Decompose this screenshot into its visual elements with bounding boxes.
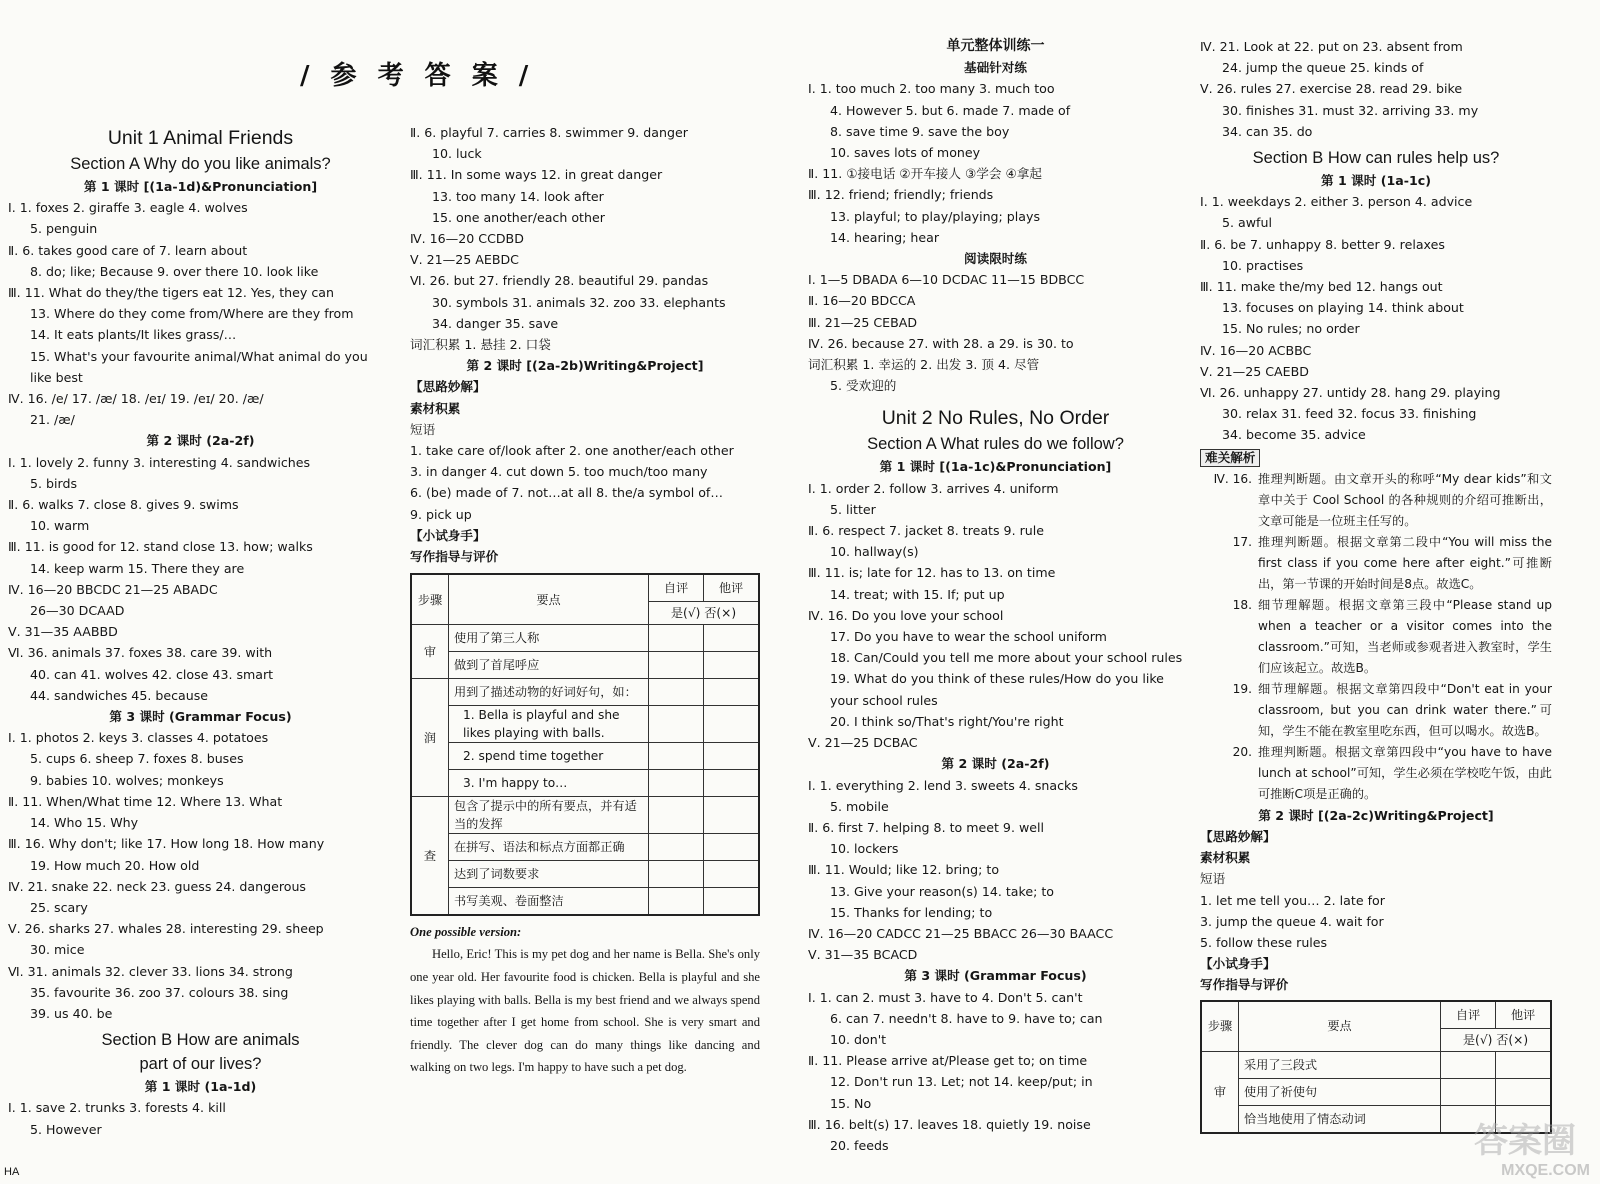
answer-line: Ⅴ. 21—25 DCBAC xyxy=(808,735,918,751)
header-step: 步骤 xyxy=(1201,1001,1239,1052)
column-3 xyxy=(808,36,1183,1156)
answer-line: 10. saves lots of money xyxy=(830,145,981,161)
peer-eval-cell xyxy=(704,679,760,706)
answer-line: 44. sandwiches 45. because xyxy=(30,687,209,703)
phrase-line: 6. (be) made of 7. not…at all 8. the/a symbol of… xyxy=(410,485,723,501)
analysis-text: 推理判断题。根据文章第四段中“you have to have lunch at school”可知，学生必须在学校吃午饭，由此可推断C项是正确的。 xyxy=(1258,744,1552,801)
peer-eval-cell xyxy=(704,797,760,834)
answer-line: Ⅰ. 1. order 2. follow 3. arrives 4. uniform xyxy=(808,480,1059,496)
peer-eval-cell xyxy=(704,834,760,861)
table-row xyxy=(411,834,759,861)
answer-line: 13. too many 14. look after xyxy=(432,188,604,204)
answer-line: 14. hearing; hear xyxy=(830,229,940,245)
self-eval-cell xyxy=(649,706,704,743)
column-2 xyxy=(410,122,760,1079)
section-b-lesson-1-title: 第 1 课时 (1a-1d) xyxy=(144,1079,257,1095)
answer-line: 4. However 5. but 6. made 7. made of xyxy=(830,102,1071,118)
self-eval-cell xyxy=(649,770,704,797)
unit-2-lesson-1-title: 第 1 课时 [(1a-1c)&Pronunciation] xyxy=(879,459,1112,475)
lesson-2-title: 第 2 课时 [(2a-2b)Writing&Project] xyxy=(466,358,704,374)
analysis-tag-wrap xyxy=(1200,448,1552,469)
analysis-item xyxy=(1200,532,1552,595)
answer-line: Ⅰ. 1. everything 2. lend 3. sweets 4. snacks xyxy=(808,777,1078,793)
answer-line: Ⅳ. 16—20 CCDBD xyxy=(410,231,524,247)
phrase-line: 3. jump the queue 4. wait for xyxy=(1200,913,1384,929)
answer-line: 14. treat; with 15. If; put up xyxy=(830,586,1005,602)
try-heading: 【小试身手】 xyxy=(410,527,486,543)
header-points: 要点 xyxy=(1239,1001,1441,1052)
watermark-url: MXQE.COM xyxy=(1501,1162,1590,1179)
unit-2-section-a-title: Section A What rules do we follow? xyxy=(867,435,1124,454)
answer-line: Ⅱ. 6. be 7. unhappy 8. better 9. relaxes xyxy=(1200,236,1445,252)
column-1 xyxy=(8,124,393,1140)
peer-eval-cell xyxy=(704,861,760,888)
phrase-list xyxy=(1200,890,1552,954)
peer-eval-cell xyxy=(704,625,760,652)
answer-line: Ⅲ. 11. is; late for 12. has to 13. on time xyxy=(808,565,1056,581)
answer-line: Ⅰ. 1. save 2. trunks 3. forests 4. kill xyxy=(8,1100,226,1116)
peer-eval-cell xyxy=(704,743,760,770)
answer-line: 39. us 40. be xyxy=(30,1005,113,1021)
phrase-list xyxy=(410,440,760,525)
point-cell: 在拼写、语法和标点方面都正确 xyxy=(449,834,649,861)
section-b-title-line2: part of our lives? xyxy=(139,1055,262,1074)
answer-line: 10. warm xyxy=(30,518,90,534)
self-eval-cell xyxy=(1441,1051,1496,1078)
step-cell: 润 xyxy=(411,679,449,797)
step-cell: 审 xyxy=(411,625,449,679)
answer-line: Ⅱ. 11. When/What time 12. Where 13. What xyxy=(8,793,283,809)
unit-1-title: Unit 1 Animal Friends xyxy=(107,127,294,149)
analysis-tag: 难关解析 xyxy=(1200,449,1260,467)
table-row xyxy=(1201,1078,1551,1105)
answer-line: Ⅲ. 16. belt(s) 17. leaves 18. quietly 19. noise xyxy=(808,1116,1091,1132)
reading-practice-answers xyxy=(808,269,1183,396)
answer-line: 12. Don't run 13. Let; not 14. keep/put; in xyxy=(830,1074,1093,1090)
table-row xyxy=(411,706,759,743)
section-b-lesson-1-title: 第 1 课时 (1a-1c) xyxy=(1321,173,1431,189)
page-number: HA xyxy=(4,1166,20,1178)
answer-key-banner: / 参 考 答 案 / xyxy=(300,61,535,91)
point-cell: 使用了第三人称 xyxy=(449,625,649,652)
answer-line: Ⅱ. 16—20 BDCCA xyxy=(808,293,916,309)
answer-line: Ⅳ. 16—20 ACBBC xyxy=(1200,342,1312,358)
point-cell: 采用了三段式 xyxy=(1239,1051,1441,1078)
lesson-2-title: 第 2 课时 [(2a-2c)Writing&Project] xyxy=(1258,807,1494,823)
header-points: 要点 xyxy=(449,574,649,625)
answer-line: 9. babies 10. wolves; monkeys xyxy=(30,772,224,788)
answer-line: 19. How much 20. How old xyxy=(30,857,200,873)
table-row xyxy=(1201,1051,1551,1078)
answer-line: 30. relax 31. feed 32. focus 33. finishing xyxy=(1222,406,1477,422)
analysis-number: 20. xyxy=(1232,744,1252,759)
watermark-logo: 答案圈 xyxy=(1474,1122,1576,1160)
table-row xyxy=(411,652,759,679)
answer-line: 34. danger 35. save xyxy=(432,315,559,331)
answer-line: Ⅰ. 1. lovely 2. funny 3. interesting 4. sandwiches xyxy=(8,454,311,470)
answer-line: Ⅰ. 1—5 DBADA 6—10 DCDAC 11—15 BDBCC xyxy=(808,272,1085,288)
answer-line: Ⅵ. 26. but 27. friendly 28. beautiful 29. pandas xyxy=(410,273,709,289)
basic-practice-answers xyxy=(808,78,1183,248)
answer-line: Ⅱ. 6. respect 7. jacket 8. treats 9. rule xyxy=(808,523,1044,539)
point-cell: 使用了祈使句 xyxy=(1239,1078,1441,1105)
answer-line: 34. can 35. do xyxy=(1222,123,1313,139)
lesson-3-answers xyxy=(8,727,393,1024)
answer-line: 5. However xyxy=(30,1121,102,1137)
answer-line: 10. luck xyxy=(432,146,482,162)
lesson-1-title: 第 1 课时 [(1a-1d)&Pronunciation] xyxy=(83,179,318,194)
answer-line: Ⅲ. 11. In some ways 12. in great danger xyxy=(410,167,663,183)
try-heading: 【小试身手】 xyxy=(1200,956,1276,972)
answer-line: Ⅴ. 26. sharks 27. whales 28. interesting 29. sheep xyxy=(8,921,324,937)
evaluation-table-wrap xyxy=(410,573,760,916)
answer-line: 24. jump the queue 25. kinds of xyxy=(1222,60,1424,76)
section-b-lesson-1-answers xyxy=(8,1097,393,1139)
answer-line: Ⅰ. 1. too much 2. too many 3. much too xyxy=(808,81,1055,97)
answer-line: 40. can 41. wolves 42. close 43. smart xyxy=(30,666,274,682)
guide-heading: 写作指导与评价 xyxy=(410,549,499,565)
answer-line: Ⅴ. 31—35 BCACD xyxy=(808,947,918,963)
point-cell: 做到了首尾呼应 xyxy=(449,652,649,679)
point-cell: 1. Bella is playful and she likes playing with balls. xyxy=(449,706,649,743)
answer-line: 5. awful xyxy=(1222,215,1272,231)
possible-version-label: One possible version: xyxy=(410,925,522,940)
peer-eval-cell xyxy=(704,706,760,743)
answer-line: Ⅱ. 11. Please arrive at/Please get to; on time xyxy=(808,1053,1088,1069)
lesson-2-title: 第 2 课时 (2a-2f) xyxy=(146,433,255,449)
answer-line: Ⅳ. 26. because 27. with 28. a 29. is 30. to xyxy=(808,335,1074,351)
answer-line: Ⅴ. 21—25 CAEBD xyxy=(1200,363,1309,379)
table-row xyxy=(411,679,759,706)
answer-line: Ⅰ. 1. can 2. must 3. have to 4. Don't 5. can't xyxy=(808,989,1083,1005)
analysis-item xyxy=(1200,679,1552,742)
guide-heading: 写作指导与评价 xyxy=(1200,977,1289,993)
analysis-item xyxy=(1200,469,1552,532)
phrases-heading: 短语 xyxy=(410,421,436,437)
phrase-line: 3. in danger 4. cut down 5. too much/too many xyxy=(410,464,708,480)
answer-line: 10. lockers xyxy=(830,841,899,857)
answer-line: 20. feeds xyxy=(830,1137,889,1153)
peer-eval-cell xyxy=(1496,1078,1552,1105)
column-4 xyxy=(1200,36,1552,1134)
answer-line: 10. practises xyxy=(1222,257,1304,273)
answer-line: 13. Where do they come from/Where are they from xyxy=(30,306,354,322)
answer-line: 30. symbols 31. animals 32. zoo 33. elephants xyxy=(432,294,726,310)
answer-line: 6. can 7. needn't 8. have to 9. have to; can xyxy=(830,1010,1103,1026)
header-yes-no: 是(√) 否(×) xyxy=(1441,1028,1552,1051)
self-eval-cell xyxy=(649,861,704,888)
peer-eval-cell xyxy=(704,770,760,797)
point-cell: 达到了词数要求 xyxy=(449,861,649,888)
unit-test-title: 单元整体训练一 xyxy=(946,38,1045,54)
reading-practice-title: 阅读限时练 xyxy=(964,251,1027,267)
answer-line: 5. birds xyxy=(30,475,78,491)
point-cell: 2. spend time together xyxy=(449,743,649,770)
answer-line: 14. It eats plants/It likes grass/… xyxy=(30,327,237,343)
basic-practice-title: 基础针对练 xyxy=(964,60,1027,76)
answer-line: 13. focuses on playing 14. think about xyxy=(1222,300,1464,316)
header-peer: 他评 xyxy=(704,574,760,602)
answer-line: Ⅲ. 11. is good for 12. stand close 13. how; walks xyxy=(8,539,313,555)
answer-line: Ⅵ. 36. animals 37. foxes 38. care 39. with xyxy=(8,645,273,661)
tip-heading: 【思路妙解】 xyxy=(410,379,486,395)
analysis-number: 18. xyxy=(1232,597,1252,612)
header-self: 自评 xyxy=(649,574,704,602)
answer-line: Ⅳ. 16—20 BBCDC 21—25 ABADC xyxy=(8,581,218,597)
answer-line: Ⅳ. 16—20 CADCC 21—25 BBACC 26—30 BAACC xyxy=(808,925,1114,941)
answer-line: like best xyxy=(30,369,83,385)
answer-line: Ⅱ. 11. ①接电话 ②开车接人 ③学会 ④拿起 xyxy=(808,166,1042,182)
answer-line: 26—30 DCAAD xyxy=(30,603,125,619)
answer-line: Ⅳ. 21. snake 22. neck 23. guess 24. dangerous xyxy=(8,878,306,894)
answer-line: Ⅳ. 21. Look at 22. put on 23. absent from xyxy=(1200,39,1463,54)
table-row xyxy=(411,888,759,916)
answer-line: Ⅲ. 21—25 CEBAD xyxy=(808,314,918,330)
material-heading: 素材积累 xyxy=(1200,850,1251,866)
point-cell: 恰当地使用了情态动词 xyxy=(1239,1105,1441,1133)
section-b-lesson-1-answers xyxy=(1200,191,1552,445)
table-row xyxy=(411,861,759,888)
answer-line: Ⅰ. 1. weekdays 2. either 3. person 4. advice xyxy=(1200,194,1473,210)
self-eval-cell xyxy=(1441,1078,1496,1105)
analysis-number: 17. xyxy=(1232,534,1252,549)
answer-line: 20. I think so/That's right/You're right xyxy=(830,713,1064,729)
self-eval-cell xyxy=(649,652,704,679)
answer-line: 19. What do you think of these rules/How do you like xyxy=(830,671,1164,687)
step-cell: 审 xyxy=(1201,1051,1239,1133)
answer-line: 5. 受欢迎的 xyxy=(830,378,897,394)
answer-line: Ⅰ. 1. foxes 2. giraffe 3. eagle 4. wolves xyxy=(8,200,248,216)
table-row xyxy=(411,797,759,834)
sample-essay: Hello, Eric! This is my pet dog and her name is Bella. She's only one year old. Her favourite food is chicken. Bella is playful and she likes playing with balls. Bella is my best friend and we always spend time together after I get home from school. She is very smart and friendly. The clever dog can do many things like dancing and walking on two legs. I'm happy to have such a pet dog. xyxy=(410,947,760,1075)
answer-line: 17. Do you have to wear the school uniform xyxy=(830,629,1107,645)
analysis-text: 细节理解题。根据文章第三段中“Please stand up when a teacher or a visitor comes into the classroom.”可知，当老师或参观者进入教室时，学生们应该起立。故选B。 xyxy=(1258,597,1552,675)
unit-2-lesson-3-answers xyxy=(808,987,1183,1157)
answer-line: Ⅴ. 21—25 AEBDC xyxy=(410,252,519,268)
answer-line: Ⅱ. 6. walks 7. close 8. gives 9. swims xyxy=(8,497,239,513)
answer-line: Ⅴ. 31—35 AABBD xyxy=(8,624,118,640)
answer-line: 10. don't xyxy=(830,1031,887,1047)
phrase-line: 1. let me tell you… 2. late for xyxy=(1200,892,1385,908)
self-eval-cell xyxy=(649,888,704,916)
phrases-heading: 短语 xyxy=(1200,871,1226,887)
answer-line: Ⅲ. 11. What do they/the tigers eat 12. Yes, they can xyxy=(8,285,334,301)
analysis-text: 推理判断题。根据文章第二段中“You will miss the first class if you come here after eight.”可推断出，第一节课的开始时间是8点。故选C。 xyxy=(1258,534,1552,591)
answer-line: 30. mice xyxy=(30,942,85,958)
answer-line: 15. No xyxy=(830,1095,872,1111)
answer-line: 14. keep warm 15. There they are xyxy=(30,560,245,576)
analysis-number: 19. xyxy=(1232,681,1252,696)
unit-2-lesson-2-title: 第 2 课时 (2a-2f) xyxy=(941,756,1050,772)
answer-line: Ⅱ. 6. first 7. helping 8. to meet 9. well xyxy=(808,819,1044,835)
answer-line: 25. scary xyxy=(30,899,88,915)
answer-line: 15. one another/each other xyxy=(432,209,605,225)
table-row xyxy=(411,770,759,797)
answer-line: Ⅵ. 31. animals 32. clever 33. lions 34. strong xyxy=(8,963,293,979)
point-cell: 3. I'm happy to… xyxy=(449,770,649,797)
lesson-3-continued-answers xyxy=(1200,36,1552,142)
analysis-list xyxy=(1200,469,1552,805)
phrase-line: 5. follow these rules xyxy=(1200,935,1328,951)
header-peer: 他评 xyxy=(1496,1001,1552,1029)
evaluation-table xyxy=(410,573,760,916)
answer-line: 词汇积累 1. 幸运的 2. 出发 3. 顶 4. 尽管 xyxy=(808,357,1040,373)
answer-line: Ⅳ. 16. Do you love your school xyxy=(808,607,1004,623)
answer-line: 15. What's your favourite animal/What animal do you xyxy=(30,348,368,364)
lesson-2-answers xyxy=(8,452,393,706)
answer-line: 词汇积累 1. 悬挂 2. 口袋 xyxy=(410,337,551,353)
analysis-text: 细节理解题。根据文章第四段中“Don't eat in your classroom, but you can drink water there.”可知，学生不能在教室里吃东西，但可以喝水。故选B。 xyxy=(1258,681,1552,738)
analysis-number: Ⅳ. 16. xyxy=(1213,471,1252,486)
self-eval-cell xyxy=(649,834,704,861)
tip-heading: 【思路妙解】 xyxy=(1200,829,1276,845)
answer-line: 18. Can/Could you tell me more about your school rules xyxy=(830,650,1183,666)
step-cell: 查 xyxy=(411,797,449,916)
self-eval-cell xyxy=(649,743,704,770)
answer-line: 15. Thanks for lending; to xyxy=(830,904,993,920)
answer-line: 34. become 35. advice xyxy=(1222,427,1366,443)
peer-eval-cell xyxy=(704,652,760,679)
section-a-title: Section A Why do you like animals? xyxy=(70,155,331,173)
answer-line: 5. litter xyxy=(830,501,876,517)
answer-line: 21. /æ/ xyxy=(30,412,75,428)
answer-line: 30. finishes 31. must 32. arriving 33. my xyxy=(1222,102,1479,118)
lesson-1-continued-answers xyxy=(410,122,760,355)
point-cell: 包含了提示中的所有要点，并有适当的发挥 xyxy=(449,797,649,834)
point-cell: 书写美观、卷面整洁 xyxy=(449,888,649,916)
unit-2-lesson-1-answers xyxy=(808,478,1183,754)
answer-line: 10. hallway(s) xyxy=(830,544,919,560)
unit-2-lesson-3-title: 第 3 课时 (Grammar Focus) xyxy=(904,968,1087,984)
answer-line: 15. No rules; no order xyxy=(1222,321,1360,337)
analysis-item xyxy=(1200,742,1552,805)
answer-line: 35. favourite 36. zoo 37. colours 38. sing xyxy=(30,984,289,1000)
phrase-line: 1. take care of/look after 2. one another/each other xyxy=(410,443,734,459)
peer-eval-cell xyxy=(1496,1051,1552,1078)
answer-line: 5. mobile xyxy=(830,798,889,814)
answer-line: Ⅳ. 16. /e/ 17. /æ/ 18. /eɪ/ 19. /eɪ/ 20. /æ/ xyxy=(8,391,264,407)
unit-2-lesson-2-answers xyxy=(808,775,1183,966)
answer-line: 14. Who 15. Why xyxy=(30,815,139,831)
header-self: 自评 xyxy=(1441,1001,1496,1029)
answer-line: Ⅰ. 1. photos 2. keys 3. classes 4. potatoes xyxy=(8,730,269,746)
self-eval-cell xyxy=(649,625,704,652)
answer-line: Ⅲ. 11. make the/my bed 12. hangs out xyxy=(1200,279,1443,295)
answer-line: your school rules xyxy=(830,692,938,708)
lesson-3-title: 第 3 课时 (Grammar Focus) xyxy=(109,709,292,725)
section-b-title-line1: Section B How are animals xyxy=(101,1031,300,1050)
header-yes-no: 是(√) 否(×) xyxy=(649,602,760,625)
answer-line: Ⅲ. 12. friend; friendly; friends xyxy=(808,187,994,203)
answer-line: 5. penguin xyxy=(30,221,98,237)
analysis-text: 推理判断题。由文章开头的称呼“My dear kids”和文章中关于 Cool School 的各种规则的介绍可推断出，文章可能是一位班主任写的。 xyxy=(1258,471,1552,528)
analysis-item xyxy=(1200,595,1552,679)
point-cell: 用到了描述动物的好词好句，如： xyxy=(449,679,649,706)
lesson-1-answers xyxy=(8,197,393,430)
answer-line: Ⅱ. 6. takes good care of 7. learn about xyxy=(8,242,248,258)
phrase-line: 9. pick up xyxy=(410,506,472,522)
answer-line: 5. cups 6. sheep 7. foxes 8. buses xyxy=(30,751,244,767)
answer-line: Ⅵ. 26. unhappy 27. untidy 28. hang 29. playing xyxy=(1200,385,1501,401)
answer-line: Ⅱ. 6. playful 7. carries 8. swimmer 9. danger xyxy=(410,125,688,140)
table-row xyxy=(411,743,759,770)
material-heading: 素材积累 xyxy=(410,400,461,416)
answer-line: 8. save time 9. save the boy xyxy=(830,123,1010,139)
peer-eval-cell xyxy=(704,888,760,916)
answer-line: Ⅲ. 16. Why don't; like 17. How long 18. How many xyxy=(8,836,325,852)
self-eval-cell xyxy=(649,797,704,834)
answer-line: 8. do; like; Because 9. over there 10. look like xyxy=(30,263,319,279)
unit-2-title: Unit 2 No Rules, No Order xyxy=(881,407,1110,430)
answer-line: 13. Give your reason(s) 14. take; to xyxy=(830,883,1054,899)
answer-line: Ⅲ. 11. Would; like 12. bring; to xyxy=(808,862,1000,878)
self-eval-cell xyxy=(649,679,704,706)
answer-line: 13. playful; to play/playing; plays xyxy=(830,208,1041,224)
table-row xyxy=(411,625,759,652)
answer-line: Ⅴ. 26. rules 27. exercise 28. read 29. bike xyxy=(1200,81,1463,97)
header-step: 步骤 xyxy=(411,574,449,625)
section-b-title: Section B How can rules help us? xyxy=(1252,149,1500,168)
